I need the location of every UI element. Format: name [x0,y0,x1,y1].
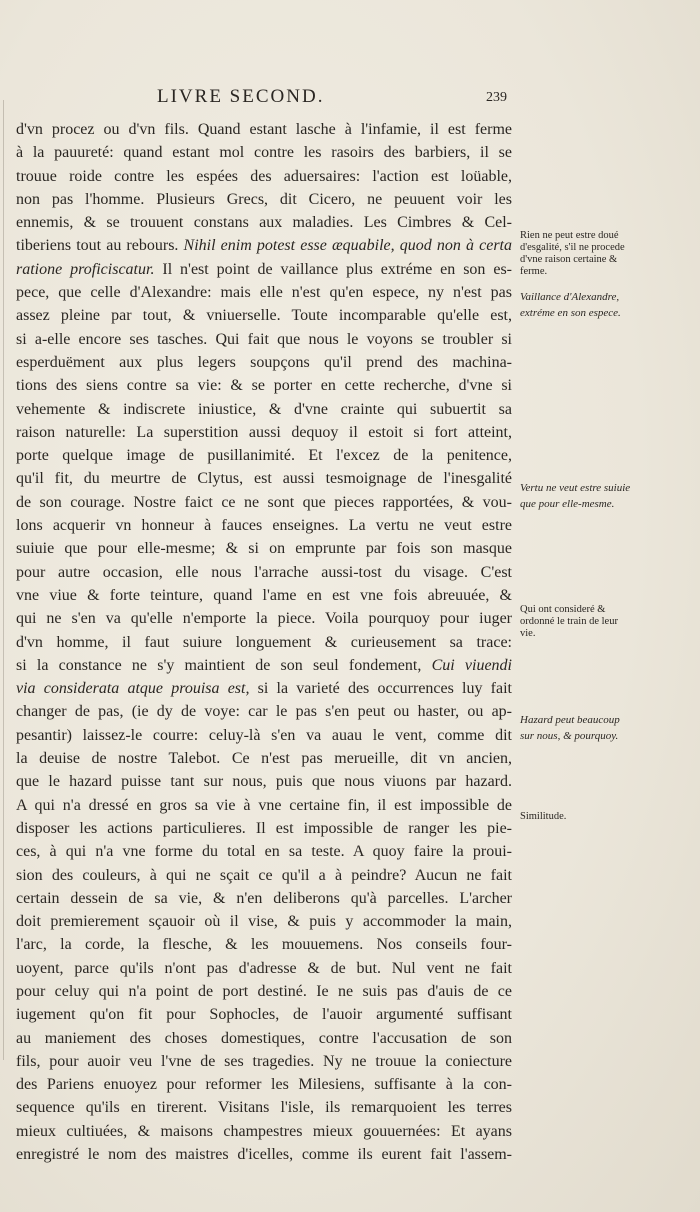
text-run: mieux cultiuées, & maisons champestres mieux gouuernées: Et ayans [16,1122,512,1140]
text-run: des Pariens enuoyez pour reformer les Milesiens, suffisante à la con- [16,1076,512,1094]
text-line [16,957,512,980]
text-line [16,188,512,211]
text-line [16,561,512,584]
text-run: tions des siens contre sa vie: & se porter en cette recherche, d'vne si [16,377,512,395]
text-line [16,864,512,887]
text-line [16,1120,512,1143]
text-line [16,1003,512,1026]
text-run: iugement qu'on fit pour Sophocles, de l'auoir argumenté suffisant [16,1006,512,1024]
text-run: d'vn procez ou d'vn fils. Quand estant lasche à l'infamie, il est ferme [16,121,512,138]
text-line [16,794,512,817]
gutter-shadow [3,100,4,1060]
text-run: qu'il fit, du meurtre de Clytus, est aussi tesmoignage de l'inesgalité [16,470,512,488]
text-line [16,141,512,164]
text-run: enregistré le nom des maistres d'icelles, comme ils eurent fait l'assem- [16,1146,512,1164]
text-run: trouue roide contre les espées des aduersaires: l'action est loüable, [16,167,512,185]
text-line [16,933,512,956]
text-run: fils, pour auoir veu l'vne de ses tragedies. Ny ne trouue la coniecture [16,1052,512,1070]
text-run: pesantir) laissez-le courre: celuy-là s'en va auau le vent, comme dit [16,726,512,744]
text-run: non pas l'homme. Plusieurs Grecs, dit Cicero, ne peuuent voir les [16,190,512,208]
text-line [16,840,512,863]
text-line [16,724,512,747]
text-run: lons acquerir vn honneur à fauces enseignes. La vertu ne veut estre [16,517,512,535]
text-line [16,514,512,537]
margin-note-5: Hazard peut beaucoup sur nous, & pourquoy. [520,714,620,742]
text-run: porte quelque image de pusillanimité. Et l'excez de la penitence, [16,447,512,465]
text-run: qui ne s'en va qu'elle n'emporte la piece. Voila pourquoy pour iuger [16,610,512,628]
text-line [16,747,512,770]
text-line [16,910,512,933]
text-run: pour autre occasion, elle nous l'arrache aussi-tost du visage. C'est [16,563,512,581]
text-run: suiuie que pour elle-mesme; & si on emprunte par fois son masque [16,540,512,558]
text-run: sion des couleurs, à qui ne sçait ce qu'il a à peindre? Aucun ne fait [16,866,512,884]
text-line [16,700,512,723]
text-line [16,1143,512,1166]
latin-quote: Nihil enim potest esse æquabile, quod non à certa [183,237,512,255]
margin-note-6: Similitude. [520,811,567,822]
margin-note-4: Qui ont consideré & ordonné le train de leur vie. [520,604,618,639]
text-run: si la varieté des occurrences luy fait [249,680,512,698]
text-line [16,1027,512,1050]
text-line [16,654,512,677]
text-run: que le hazard puisse tant sur nous, puis que nous viuons par hazard. [16,773,512,791]
latin-quote: Cui viuendi [431,656,512,674]
text-run: tiberiens tout au rebours. [16,237,184,255]
text-run: au maniement des choses domestiques, contre l'accusation de son [16,1029,512,1047]
text-line [16,467,512,490]
latin-quote: ratione proficiscatur. [16,260,155,278]
text-run: si a-elle encore ses tasches. Qui fait que nous le voyons se troubler si [16,330,512,348]
margin-note-1: Rien ne peut estre doué d'esgalité, s'il ne procede d'vne raison certaine & ferme. [520,230,625,277]
text-run: si la constance ne s'y maintient de son seul fondement, [16,656,432,674]
text-run: vehemente & indiscrete iniustice, & d'vne crainte qui subuertit sa [16,400,512,418]
text-run: pece, que celle d'Alexandre: mais elle n'est qu'en espece, ny n'est pas [16,284,512,302]
text-line [16,165,512,188]
text-line [16,1096,512,1119]
text-run: sequence qu'ils en tirerent. Visitans l'isle, ils remarquoient les terres [16,1099,512,1117]
text-run: l'arc, la corde, la flesche, & les mouuemens. Nos conseils four- [16,936,512,954]
text-run: d'vn homme, il faut suiure longuement & curieusement sa trace: [16,633,512,651]
text-run: changer de pas, (ie dy de voye: car le pas s'en peut ou haster, ou ap- [16,703,512,721]
text-line [16,631,512,654]
text-run: ennemis, & se trouuent constans aux maladies. Les Cimbres & Cel- [16,214,512,232]
text-run: de son courage. Nostre faict ce ne sont que pieces rapportées, & vou- [16,493,512,511]
text-run: à la pauureté: quand estant mol contre les rasoirs des barbiers, il se [16,144,512,162]
text-line [16,584,512,607]
text-run: la deuise de nostre Talebot. Ce n'est pas merueille, dit vn ancien, [16,750,512,768]
text-run: raison naturelle: La superstition aussi dequoy il estoit si fort atteint, [16,423,512,441]
text-line [16,607,512,630]
text-run: uoyent, parce qu'ils n'ont pas d'adresse & de but. Nul vent ne fait [16,959,512,977]
text-line [16,398,512,421]
text-run: pour celuy qui n'a point de port destiné. Ie ne suis pas d'auis de ce [16,982,512,1000]
margin-note-3: Vertu ne veut estre suiuie que pour elle-mesme. [520,482,631,510]
text-run: esperduëment aux plus legers soupçons qu'il prend des machina- [16,353,512,371]
text-run: doit premierement sçauoir où il vise, & puis y accommoder la main, [16,913,512,931]
text-run: disposer les actions particulieres. Il est impossible de ranger les pie- [16,819,512,837]
text-line [16,211,512,234]
latin-quote: via considerata atque prouisa est, [16,680,250,698]
text-line [16,677,512,700]
text-line [16,118,512,141]
text-line [16,374,512,397]
text-line [16,887,512,910]
text-line [16,258,512,281]
text-line [16,770,512,793]
text-run: Il n'est point de vaillance plus extréme en son es- [154,260,512,278]
text-line [16,1073,512,1096]
text-line [16,980,512,1003]
text-line [16,537,512,560]
text-line [16,304,512,327]
text-run: certain dessein de sa vie, & n'en deliberons qu'à parcelles. L'archer [16,889,512,907]
text-line [16,444,512,467]
text-run: vne viue & forte teinture, quand l'ame en est vne fois abreuuée, & [16,586,512,604]
text-run: A qui n'a dressé en gros sa vie à vne certaine fin, il est impossible de [16,796,512,814]
margin-note-2: Vaillance d'Alexandre, extréme en son espece. [520,291,621,319]
text-line [16,817,512,840]
text-line [16,234,512,257]
text-line [16,328,512,351]
text-run: ces, à qui n'a vne forme du total en sa teste. A quoy faire la proui- [16,843,512,861]
text-run: assez pleine par tout, & vniuerselle. Toute incomparable qu'elle est, [16,307,512,325]
text-line [16,281,512,304]
text-line [16,351,512,374]
text-line [16,421,512,444]
text-line [16,491,512,514]
main-text-block [16,118,512,1166]
text-line [16,1050,512,1073]
running-head: LIVRE SECOND. [157,86,325,107]
page-number: 239 [486,90,507,105]
